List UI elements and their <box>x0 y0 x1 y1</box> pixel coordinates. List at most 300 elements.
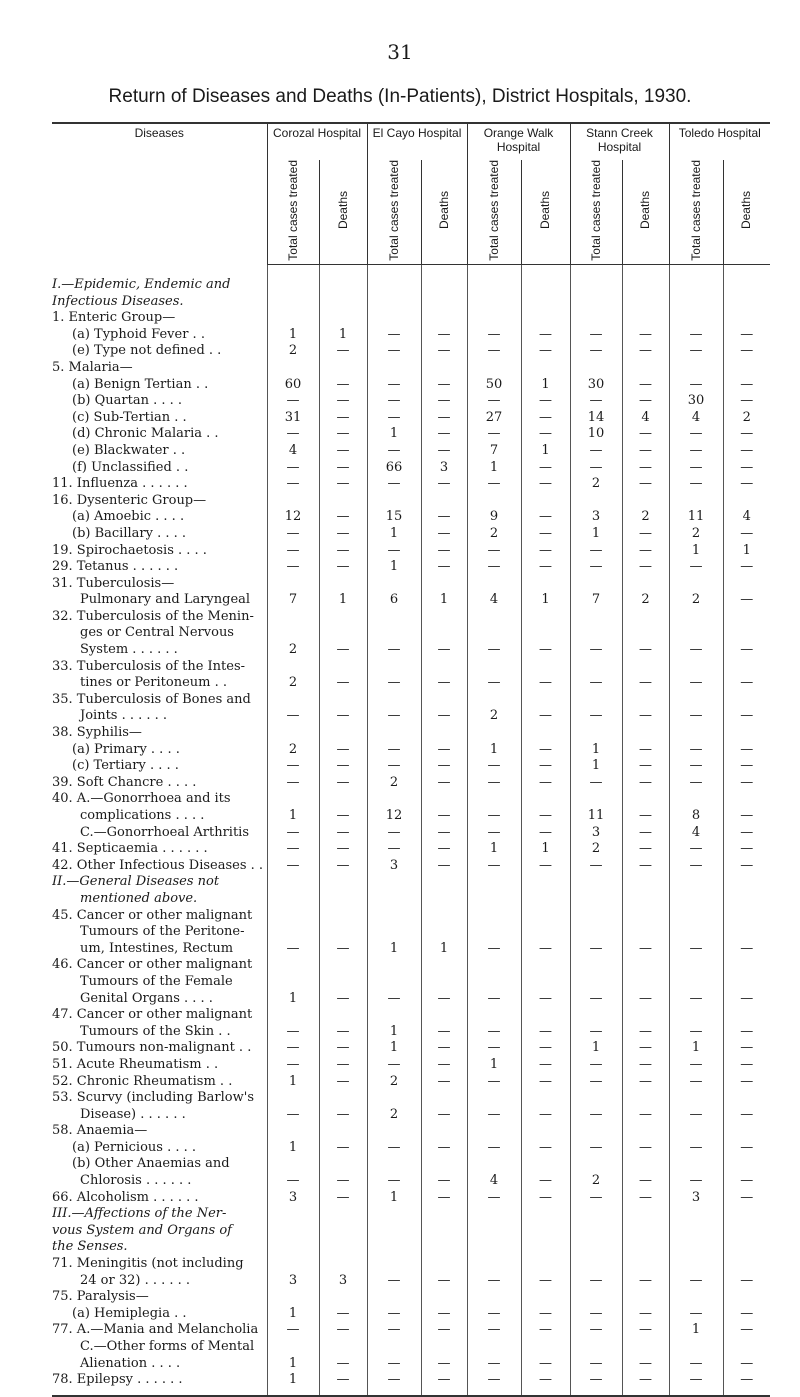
deaths-cell: — <box>622 1356 669 1373</box>
cases-cell <box>267 1289 319 1306</box>
deaths-cell <box>521 1123 570 1140</box>
deaths-cell: — <box>723 1306 770 1323</box>
table-row <box>52 874 770 891</box>
cases-cell: 2 <box>669 592 723 609</box>
deaths-cell: — <box>521 393 570 410</box>
cases-cell: 1 <box>267 1356 319 1373</box>
cases-cell: — <box>570 343 622 360</box>
deaths-cell <box>622 294 669 311</box>
cases-cell: — <box>570 858 622 875</box>
cases-cell <box>267 1206 319 1223</box>
cases-cell: 4 <box>669 825 723 842</box>
cases-cell <box>467 1007 521 1024</box>
cases-cell: — <box>669 991 723 1008</box>
cases-cell <box>467 974 521 991</box>
cases-cell: 2 <box>669 526 723 543</box>
cases-cell: 1 <box>367 1190 421 1207</box>
deaths-cell <box>723 1339 770 1356</box>
subheader-deaths: Deaths <box>319 160 367 265</box>
deaths-cell: — <box>421 991 467 1008</box>
table-body <box>52 265 770 1396</box>
cases-cell: — <box>467 775 521 792</box>
cases-cell: — <box>367 377 421 394</box>
cases-cell: — <box>570 1057 622 1074</box>
deaths-cell: — <box>319 1107 367 1124</box>
table-row <box>52 526 770 543</box>
deaths-cell: — <box>723 592 770 609</box>
deaths-cell: — <box>319 410 367 427</box>
deaths-cell: — <box>622 476 669 493</box>
cases-cell <box>367 493 421 510</box>
deaths-cell: — <box>421 642 467 659</box>
cases-cell: — <box>367 327 421 344</box>
deaths-cell <box>421 692 467 709</box>
cases-cell: — <box>367 642 421 659</box>
cases-cell: — <box>467 476 521 493</box>
cases-cell <box>367 265 421 294</box>
deaths-cell: — <box>421 841 467 858</box>
cases-cell <box>467 692 521 709</box>
cases-cell: 7 <box>267 592 319 609</box>
deaths-cell: — <box>723 343 770 360</box>
cases-cell: 15 <box>367 509 421 526</box>
deaths-cell: — <box>723 1322 770 1339</box>
cases-cell <box>367 974 421 991</box>
deaths-cell: — <box>319 991 367 1008</box>
cases-cell: — <box>367 1140 421 1157</box>
deaths-cell <box>723 1289 770 1306</box>
disease-label: Tumours of the Peritone- <box>80 924 245 940</box>
deaths-cell: — <box>521 460 570 477</box>
cases-cell: — <box>367 1372 421 1396</box>
deaths-cell <box>622 974 669 991</box>
cases-cell <box>467 725 521 742</box>
deaths-cell: — <box>319 1024 367 1041</box>
deaths-cell <box>622 1090 669 1107</box>
deaths-cell <box>622 1223 669 1240</box>
deaths-cell: — <box>723 1173 770 1190</box>
table-row <box>52 725 770 742</box>
cases-cell <box>669 1223 723 1240</box>
deaths-cell: — <box>521 343 570 360</box>
table-row <box>52 742 770 759</box>
deaths-cell: — <box>319 526 367 543</box>
deaths-cell: — <box>723 858 770 875</box>
cases-cell <box>570 1123 622 1140</box>
deaths-cell: — <box>723 1273 770 1290</box>
deaths-cell: — <box>521 858 570 875</box>
cases-cell <box>267 659 319 676</box>
cases-cell: — <box>467 1273 521 1290</box>
deaths-cell <box>521 576 570 593</box>
cases-cell: — <box>570 1372 622 1396</box>
deaths-cell <box>723 1223 770 1240</box>
deaths-cell <box>622 1123 669 1140</box>
cases-cell <box>367 625 421 642</box>
deaths-cell <box>723 725 770 742</box>
disease-label: (a) Benign Tertian . . <box>72 376 209 392</box>
cases-cell: 1 <box>267 808 319 825</box>
subheader-deaths: Deaths <box>421 160 467 265</box>
disease-label: 38. Syphilis— <box>52 725 142 741</box>
deaths-cell: — <box>622 941 669 958</box>
subheader-deaths: Deaths <box>521 160 570 265</box>
deaths-cell <box>421 493 467 510</box>
deaths-cell: — <box>319 941 367 958</box>
cases-cell: — <box>669 675 723 692</box>
disease-label: (b) Quartan . . . . <box>72 393 182 409</box>
disease-label: (c) Tertiary . . . . <box>72 758 179 774</box>
deaths-cell <box>319 576 367 593</box>
table-row <box>52 1306 770 1323</box>
table-row <box>52 775 770 792</box>
cases-cell: — <box>669 708 723 725</box>
cases-cell: — <box>367 410 421 427</box>
deaths-cell <box>622 1156 669 1173</box>
deaths-cell: — <box>622 742 669 759</box>
table-row <box>52 841 770 858</box>
cases-cell <box>467 924 521 941</box>
deaths-cell: — <box>319 426 367 443</box>
deaths-cell <box>622 310 669 327</box>
cases-cell: — <box>570 708 622 725</box>
cases-cell <box>669 974 723 991</box>
subheader-cases: Total cases treated <box>669 160 723 265</box>
cases-cell <box>669 609 723 626</box>
cases-cell <box>570 791 622 808</box>
deaths-cell: — <box>622 393 669 410</box>
table-row <box>52 825 770 842</box>
deaths-cell: 1 <box>521 377 570 394</box>
deaths-cell <box>319 791 367 808</box>
deaths-cell <box>521 924 570 941</box>
cases-cell <box>570 609 622 626</box>
deaths-cell: — <box>421 543 467 560</box>
cases-cell: 1 <box>267 1372 319 1396</box>
cases-cell <box>570 974 622 991</box>
table-row <box>52 1140 770 1157</box>
deaths-cell <box>622 791 669 808</box>
cases-cell: — <box>669 841 723 858</box>
cases-cell: 30 <box>669 393 723 410</box>
cases-cell: 4 <box>467 1173 521 1190</box>
deaths-cell <box>521 1223 570 1240</box>
deaths-cell: 1 <box>421 592 467 609</box>
cases-cell: 31 <box>267 410 319 427</box>
deaths-cell <box>421 725 467 742</box>
cases-cell: 1 <box>367 1040 421 1057</box>
deaths-cell <box>622 924 669 941</box>
cases-cell: 1 <box>467 1057 521 1074</box>
cases-cell: — <box>570 1074 622 1091</box>
cases-cell <box>467 265 521 294</box>
deaths-cell: 1 <box>521 443 570 460</box>
cases-cell <box>367 1239 421 1256</box>
cases-cell <box>467 576 521 593</box>
deaths-cell: — <box>723 941 770 958</box>
deaths-cell: — <box>622 1057 669 1074</box>
deaths-cell: — <box>421 443 467 460</box>
cases-cell: 7 <box>467 443 521 460</box>
deaths-cell: — <box>319 1322 367 1339</box>
deaths-cell <box>723 874 770 891</box>
cases-cell <box>669 576 723 593</box>
deaths-cell <box>421 1239 467 1256</box>
deaths-cell <box>521 1090 570 1107</box>
deaths-cell <box>723 1123 770 1140</box>
cases-cell <box>267 1090 319 1107</box>
cases-cell <box>467 908 521 925</box>
cases-cell: 3 <box>267 1273 319 1290</box>
deaths-cell: — <box>723 642 770 659</box>
cases-cell <box>669 1007 723 1024</box>
table-row <box>52 1190 770 1207</box>
cases-cell: — <box>367 991 421 1008</box>
table-row <box>52 1223 770 1240</box>
disease-label: 52. Chronic Rheumatism . . <box>52 1073 233 1089</box>
cases-cell: — <box>570 1322 622 1339</box>
disease-label: Pulmonary and Laryngeal <box>80 592 251 608</box>
deaths-cell: — <box>723 526 770 543</box>
disease-label: (e) Blackwater . . <box>72 442 186 458</box>
cases-cell <box>467 1256 521 1273</box>
deaths-cell <box>319 1123 367 1140</box>
cases-cell <box>467 659 521 676</box>
disease-label: Genital Organs . . . . <box>80 990 213 1006</box>
deaths-cell: — <box>319 1140 367 1157</box>
deaths-cell: — <box>723 476 770 493</box>
cases-cell: 1 <box>669 1040 723 1057</box>
deaths-cell <box>319 725 367 742</box>
deaths-cell <box>521 493 570 510</box>
disease-label: 58. Anaemia— <box>52 1123 148 1139</box>
table-row <box>52 1372 770 1396</box>
table-row <box>52 609 770 626</box>
disease-label: Disease) . . . . . . <box>80 1106 186 1122</box>
deaths-cell: — <box>521 410 570 427</box>
deaths-cell: — <box>723 1372 770 1396</box>
cases-cell <box>367 360 421 377</box>
table-row <box>52 1123 770 1140</box>
cases-cell: 30 <box>570 377 622 394</box>
deaths-cell: — <box>421 410 467 427</box>
cases-cell <box>669 1206 723 1223</box>
deaths-cell <box>421 874 467 891</box>
deaths-cell <box>319 974 367 991</box>
deaths-cell <box>421 891 467 908</box>
deaths-cell: 1 <box>723 543 770 560</box>
cases-cell: 4 <box>467 592 521 609</box>
cases-cell: — <box>467 1107 521 1124</box>
cases-cell: — <box>467 642 521 659</box>
table-row <box>52 327 770 344</box>
deaths-cell: — <box>521 1356 570 1373</box>
deaths-cell <box>421 265 467 294</box>
cases-cell <box>669 360 723 377</box>
deaths-cell: — <box>622 526 669 543</box>
cases-cell: — <box>467 1040 521 1057</box>
cases-cell <box>367 874 421 891</box>
deaths-cell <box>723 659 770 676</box>
deaths-cell: — <box>622 559 669 576</box>
deaths-cell <box>521 974 570 991</box>
table-row <box>52 1206 770 1223</box>
disease-label: 50. Tumours non-malignant . . <box>52 1040 252 1056</box>
deaths-cell <box>521 692 570 709</box>
deaths-cell: — <box>421 1372 467 1396</box>
cases-cell: 1 <box>669 543 723 560</box>
deaths-cell: — <box>723 426 770 443</box>
cases-cell: — <box>669 1074 723 1091</box>
deaths-cell: — <box>622 825 669 842</box>
cases-cell: — <box>367 393 421 410</box>
deaths-cell <box>622 1289 669 1306</box>
deaths-cell: 2 <box>622 592 669 609</box>
deaths-cell <box>723 493 770 510</box>
table-row <box>52 1273 770 1290</box>
deaths-cell: — <box>622 543 669 560</box>
cases-cell <box>467 1339 521 1356</box>
cases-cell: 3 <box>570 825 622 842</box>
deaths-cell <box>622 609 669 626</box>
disease-label: 39. Soft Chancre . . . . <box>52 774 197 790</box>
cases-cell: — <box>367 742 421 759</box>
deaths-cell: — <box>723 1190 770 1207</box>
cases-cell: — <box>467 426 521 443</box>
cases-cell: 2 <box>267 675 319 692</box>
cases-cell: — <box>367 841 421 858</box>
table-row <box>52 642 770 659</box>
cases-cell: — <box>570 1306 622 1323</box>
cases-cell <box>570 1090 622 1107</box>
hospital-header-el-cayo: El Cayo Hospital <box>367 123 467 160</box>
subheader-cases: Total cases treated <box>570 160 622 265</box>
deaths-cell: — <box>421 377 467 394</box>
disease-label: 45. Cancer or other malignant <box>52 907 253 923</box>
cases-cell: 1 <box>367 526 421 543</box>
deaths-cell: — <box>521 1074 570 1091</box>
cases-cell <box>267 609 319 626</box>
cases-cell <box>367 1256 421 1273</box>
deaths-cell: — <box>421 426 467 443</box>
cases-cell: — <box>570 1356 622 1373</box>
deaths-cell <box>521 609 570 626</box>
deaths-cell: — <box>421 1140 467 1157</box>
cases-cell: 2 <box>570 1173 622 1190</box>
deaths-cell <box>723 360 770 377</box>
cases-cell: — <box>367 1356 421 1373</box>
cases-cell: 2 <box>267 642 319 659</box>
subheader-deaths: Deaths <box>622 160 669 265</box>
deaths-cell <box>421 1206 467 1223</box>
cases-cell <box>367 1206 421 1223</box>
cases-cell: — <box>467 1024 521 1041</box>
deaths-cell: — <box>622 841 669 858</box>
deaths-cell <box>319 1289 367 1306</box>
deaths-cell: — <box>421 1107 467 1124</box>
deaths-cell <box>723 692 770 709</box>
cases-cell <box>467 310 521 327</box>
deaths-cell <box>319 1339 367 1356</box>
deaths-cell: — <box>421 1074 467 1091</box>
deaths-cell: — <box>723 825 770 842</box>
cases-cell <box>467 1123 521 1140</box>
cases-cell: 1 <box>570 526 622 543</box>
deaths-cell: — <box>521 775 570 792</box>
deaths-cell <box>319 1007 367 1024</box>
cases-cell: — <box>367 1173 421 1190</box>
deaths-cell: — <box>622 327 669 344</box>
deaths-cell: — <box>421 393 467 410</box>
cases-cell <box>669 891 723 908</box>
cases-cell: — <box>267 841 319 858</box>
deaths-cell: — <box>622 775 669 792</box>
table-row <box>52 1057 770 1074</box>
cases-cell: — <box>570 543 622 560</box>
cases-cell: 4 <box>267 443 319 460</box>
hospital-header-corozal: Corozal Hospital <box>267 123 367 160</box>
deaths-cell: — <box>421 1356 467 1373</box>
deaths-cell: — <box>622 1024 669 1041</box>
deaths-cell: — <box>622 377 669 394</box>
deaths-cell <box>622 493 669 510</box>
table-row <box>52 294 770 311</box>
deaths-cell <box>421 576 467 593</box>
disease-label: C.—Gonorrhoeal Arthritis <box>80 824 250 840</box>
disease-label: Joints . . . . . . <box>80 708 168 724</box>
deaths-cell <box>319 957 367 974</box>
cases-cell: 1 <box>267 991 319 1008</box>
deaths-cell <box>421 625 467 642</box>
cases-cell <box>267 1239 319 1256</box>
cases-cell <box>570 625 622 642</box>
cases-cell: 1 <box>267 1140 319 1157</box>
deaths-cell <box>319 609 367 626</box>
cases-cell: 6 <box>367 592 421 609</box>
cases-cell <box>367 1289 421 1306</box>
deaths-cell <box>622 659 669 676</box>
deaths-cell <box>319 1206 367 1223</box>
table-row <box>52 908 770 925</box>
cases-cell: — <box>267 941 319 958</box>
cases-cell: — <box>467 1372 521 1396</box>
deaths-cell <box>521 1007 570 1024</box>
subheader-cases: Total cases treated <box>467 160 521 265</box>
cases-cell <box>570 1223 622 1240</box>
deaths-cell <box>521 1239 570 1256</box>
cases-cell: — <box>467 543 521 560</box>
subheader-cases: Total cases treated <box>367 160 421 265</box>
deaths-cell: — <box>521 941 570 958</box>
cases-cell: — <box>267 758 319 775</box>
cases-cell: — <box>367 476 421 493</box>
disease-label: 41. Septicaemia . . . . . . <box>52 841 208 857</box>
deaths-cell: — <box>319 841 367 858</box>
deaths-cell: — <box>622 858 669 875</box>
cases-cell <box>570 725 622 742</box>
disease-label: 24 or 32) . . . . . . <box>80 1272 191 1288</box>
cases-cell: — <box>467 1190 521 1207</box>
cases-cell: — <box>467 941 521 958</box>
deaths-cell <box>421 1289 467 1306</box>
deaths-cell: — <box>319 1173 367 1190</box>
cases-cell <box>267 957 319 974</box>
cases-cell: — <box>570 1190 622 1207</box>
deaths-cell: — <box>622 708 669 725</box>
cases-cell <box>467 1206 521 1223</box>
deaths-cell: — <box>622 1190 669 1207</box>
cases-cell <box>669 265 723 294</box>
